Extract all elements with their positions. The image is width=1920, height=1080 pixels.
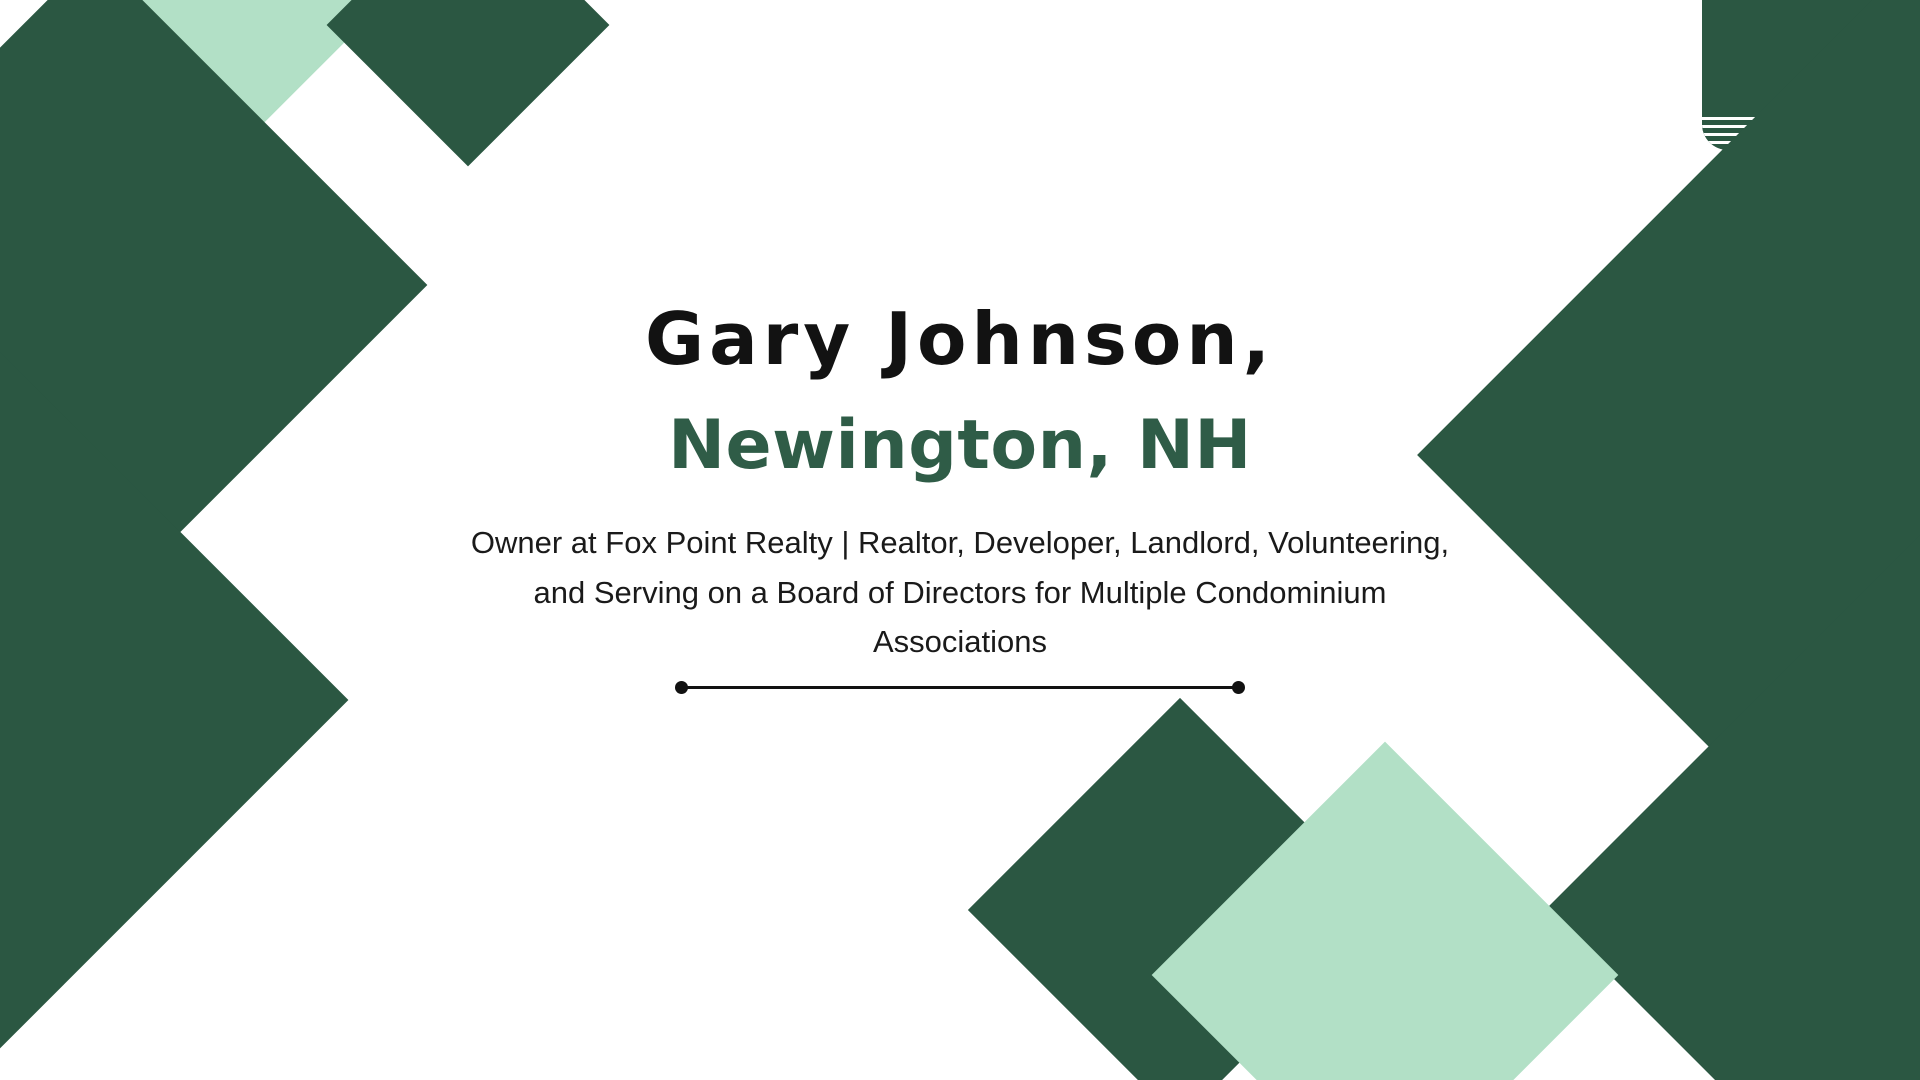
subtitle-location: Newington, NH bbox=[668, 406, 1252, 486]
divider-dot-right bbox=[1232, 681, 1245, 694]
page-title: Gary Johnson, bbox=[645, 297, 1275, 381]
divider-line bbox=[683, 686, 1237, 689]
slide-description: Owner at Fox Point Realty | Realtor, Developer, Landlord, Volunteering, and Serving on a Board of Directors for Multiple Condominium Associations bbox=[470, 524, 1450, 660]
divider bbox=[675, 679, 1245, 697]
